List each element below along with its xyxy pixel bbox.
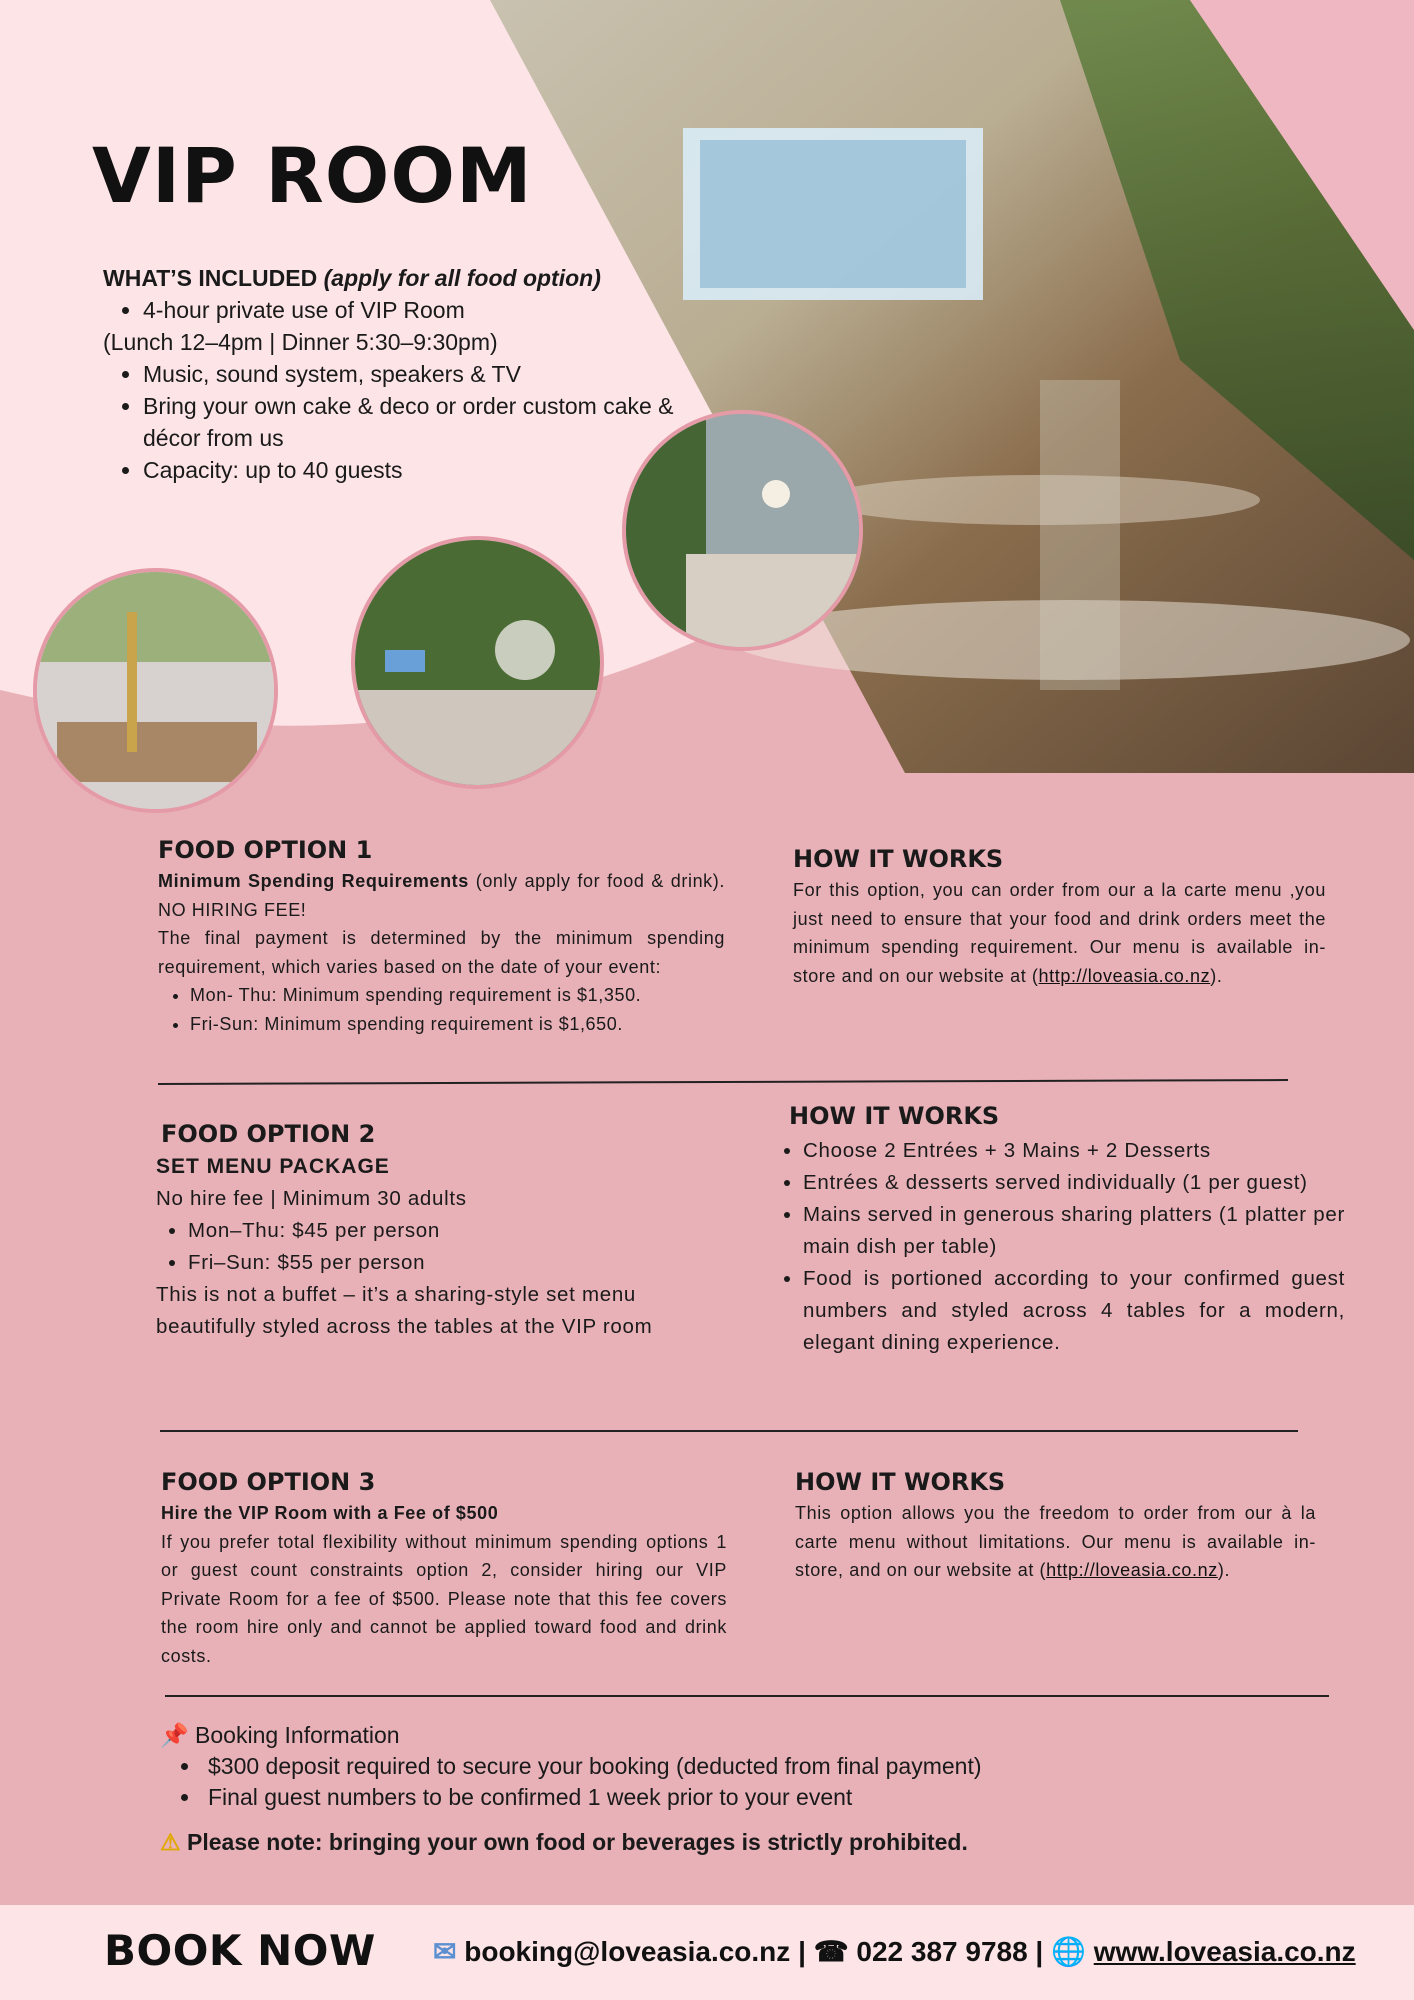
list-item: • Mon- Thu: Minimum spending requirement is $1,350.: [190, 981, 725, 1010]
list-item: • Choose 2 Entrées + 3 Mains + 2 Desserts: [803, 1135, 1345, 1167]
option-3-title: FOOD OPTION 3: [161, 1468, 376, 1496]
pushpin-icon: 📌: [160, 1722, 189, 1748]
website-link[interactable]: www.loveasia.co.nz: [1093, 1936, 1356, 1967]
how-it-works-3: [795, 1465, 1316, 1585]
list-item: • Fri-Sun: Minimum spending requirement is $1,650.: [190, 1010, 725, 1039]
food-option-2: [156, 1117, 716, 1343]
option-3-desc: If you prefer total flexibility without minimum spending options 1 or guest count constraints option 2, consider hiring our VIP Private Room for a fee of $500. Please note that this fee covers the room hire only and cannot be applied toward food and drink costs.: [161, 1531, 727, 1666]
option-2-line: No hire fee | Minimum 30 adults: [156, 1187, 467, 1210]
contact-line: ✉ booking@loveasia.co.nz | ☎ 022 387 9788 | 🌐 www.loveasia.co.nz: [433, 1936, 1356, 1967]
page-title: VIP ROOM: [92, 131, 533, 220]
option-2-list: [156, 1215, 716, 1279]
booking-heading: 📌 Booking Information: [160, 1722, 400, 1748]
menu-link[interactable]: http://loveasia.co.nz: [1046, 1560, 1218, 1580]
included-list-2: [103, 358, 683, 486]
list-item: • Capacity: up to 40 guests: [143, 454, 683, 486]
how-2-list: [775, 1135, 1345, 1359]
hours-line: (Lunch 12–4pm | Dinner 5:30–9:30pm): [103, 329, 498, 355]
food-option-1: [158, 833, 725, 1038]
list-item: • Food is portioned according to your confirmed guest numbers and styled across 4 tables for a modern, elegant dining experience.: [803, 1263, 1345, 1359]
list-item: • 4-hour private use of VIP Room: [143, 294, 683, 326]
circle-photo-2: [351, 536, 604, 789]
option-3-subtitle: Hire the VIP Room with a Fee of $500: [161, 1503, 499, 1523]
booking-info: [160, 1720, 982, 1813]
option-1-list: [158, 981, 725, 1038]
phone-icon: ☎: [813, 1936, 849, 1967]
prohibited-note: ⚠ Please note: bringing your own food or beverages is strictly prohibited.: [160, 1829, 968, 1855]
list-item: • Final guest numbers to be confirmed 1 week prior to your event: [202, 1782, 982, 1813]
book-now-heading[interactable]: BOOK NOW: [104, 1926, 376, 1975]
option-1-title: FOOD OPTION 1: [158, 836, 373, 864]
list-item: • Mon–Thu: $45 per person: [188, 1215, 716, 1247]
option-1-desc: The final payment is determined by the minimum spending requirement, which varies based on the date of your event:: [158, 928, 725, 977]
how-2-title: HOW IT WORKS: [789, 1102, 1000, 1130]
how-3-title: HOW IT WORKS: [795, 1468, 1006, 1496]
how-3-text: This option allows you the freedom to order from our à la carte menu without limitations. Our menu is available in-store, and on our website at (http://loveasia.co.nz).: [795, 1503, 1316, 1580]
list-item: • Bring your own cake & deco or order custom cake & décor from us: [143, 390, 683, 454]
option-1-min: Minimum Spending Requirements (only apply for food & drink). NO HIRING FEE!: [158, 871, 725, 920]
warning-icon: ⚠: [160, 1829, 181, 1855]
circle-photo-1: [33, 568, 278, 813]
included-block: [103, 262, 683, 486]
food-option-3: [161, 1465, 727, 1670]
option-2-subtitle: SET MENU PACKAGE: [156, 1155, 390, 1178]
included-heading: WHAT’S INCLUDED (apply for all food option): [103, 265, 601, 291]
how-it-works-2: [775, 1099, 1345, 1359]
option-2-desc: This is not a buffet – it’s a sharing-style set menu beautifully styled across the tables at the VIP room: [156, 1283, 653, 1338]
list-item: • Music, sound system, speakers & TV: [143, 358, 683, 390]
included-list: [103, 294, 683, 326]
divider-3: [165, 1695, 1329, 1697]
list-item: • $300 deposit required to secure your booking (deducted from final payment): [202, 1751, 982, 1782]
how-it-works-1: [793, 842, 1326, 990]
circle-photo-3: [622, 410, 863, 651]
email-link[interactable]: booking@loveasia.co.nz: [464, 1936, 791, 1967]
list-item: • Mains served in generous sharing platters (1 platter per main dish per table): [803, 1199, 1345, 1263]
email-icon: ✉: [433, 1936, 457, 1967]
how-1-title: HOW IT WORKS: [793, 845, 1004, 873]
globe-icon: 🌐: [1051, 1936, 1086, 1967]
option-2-title: FOOD OPTION 2: [161, 1120, 376, 1148]
divider-2: [160, 1430, 1298, 1432]
list-item: • Fri–Sun: $55 per person: [188, 1247, 716, 1279]
menu-link[interactable]: http://loveasia.co.nz: [1038, 965, 1211, 986]
phone-number[interactable]: 022 387 9788: [856, 1936, 1028, 1967]
how-1-text: For this option, you can order from our a la carte menu ,you just need to ensure that your food and drink orders meet the minimum spending requirement. Our menu is available in-store and on our website at (http://loveasia.co.nz).: [793, 880, 1326, 986]
booking-list: [160, 1751, 982, 1813]
list-item: • Entrées & desserts served individually (1 per guest): [803, 1167, 1345, 1199]
